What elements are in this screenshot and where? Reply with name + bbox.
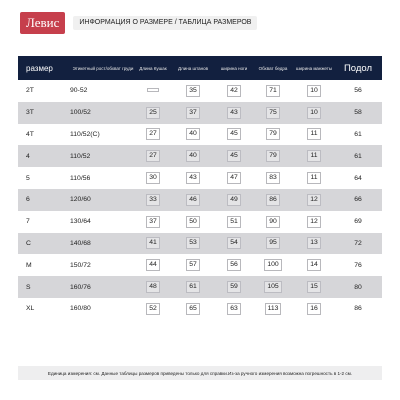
table-cell	[216, 107, 252, 119]
table-cell: 72	[354, 239, 362, 247]
table-cell	[170, 194, 216, 206]
header-belt-length: Длина Кушак	[139, 65, 167, 71]
table-row	[18, 276, 382, 298]
cell-value: 41	[146, 237, 160, 249]
table-cell: 7	[26, 218, 30, 226]
table-cell: 3T	[26, 109, 34, 117]
cell-value: 52	[146, 303, 160, 315]
cell-value: 100	[264, 259, 281, 271]
table-cell	[170, 259, 216, 271]
cell-value: 51	[227, 216, 241, 228]
table-cell	[294, 216, 334, 228]
table-cell	[136, 237, 170, 249]
cell-value: 45	[227, 150, 241, 162]
table-cell: C	[26, 239, 31, 247]
table-cell	[252, 85, 294, 97]
cell-value: 49	[227, 194, 241, 206]
footer-note: Единица измерения: см. Данные таблицы размеров приведены только для справки.Из-за ручного измерения возможна погрешность в 1-2 см.	[18, 366, 382, 380]
table-cell: 5	[26, 174, 30, 182]
table-cell	[216, 128, 252, 140]
table-cell: 2T	[26, 87, 34, 95]
table-cell: 80	[354, 283, 362, 291]
table-cell	[136, 128, 170, 140]
table-cell	[216, 216, 252, 228]
table-cell: 86	[354, 305, 362, 313]
cell-value: 86	[266, 194, 280, 206]
table-cell	[252, 216, 294, 228]
table-cell	[252, 237, 294, 249]
table-cell: 56	[354, 87, 362, 95]
header-pants-length: Длина штанов	[178, 65, 208, 71]
cell-value: 13	[307, 237, 321, 249]
cell-value: 113	[265, 303, 282, 315]
table-cell: 61	[354, 152, 362, 160]
cell-value: 37	[186, 107, 200, 119]
table-cell	[216, 150, 252, 162]
table-cell: 6	[26, 196, 30, 204]
table-cell	[252, 172, 294, 184]
cell-value: 40	[186, 128, 200, 140]
cell-value: 46	[186, 194, 200, 206]
cell-value: 50	[186, 216, 200, 228]
table-cell	[170, 128, 216, 140]
table-cell: 160/76	[70, 283, 91, 291]
table-cell	[252, 281, 294, 293]
cell-value: 27	[146, 150, 160, 162]
cell-value: 16	[307, 303, 321, 315]
table-cell	[216, 85, 252, 97]
cell-value: 48	[146, 281, 160, 293]
cell-value: 56	[227, 259, 241, 271]
cell-value: 59	[227, 281, 241, 293]
table-cell	[294, 303, 334, 315]
cell-value: 40	[186, 150, 200, 162]
header-size: размер	[26, 63, 53, 73]
cell-value: 11	[307, 172, 320, 184]
table-cell	[170, 85, 216, 97]
cell-value: 105	[264, 281, 281, 293]
table-cell: 100/52	[70, 109, 91, 117]
table-cell	[136, 172, 170, 184]
cell-value: 15	[307, 281, 321, 293]
table-row	[18, 124, 382, 146]
table-cell	[252, 259, 294, 271]
cell-value: 11	[307, 150, 320, 162]
table-cell: 110/52(C)	[70, 130, 100, 138]
table-cell: 140/68	[70, 239, 91, 247]
table-cell: 120/60	[70, 196, 91, 204]
cell-value	[147, 88, 159, 92]
header-leg-width: ширина ноги	[220, 65, 248, 71]
table-row	[18, 233, 382, 255]
cell-value: 10	[307, 107, 321, 119]
cell-value: 30	[146, 172, 160, 184]
cell-value: 45	[227, 128, 241, 140]
table-cell: S	[26, 283, 31, 291]
table-cell	[170, 107, 216, 119]
table-cell	[136, 281, 170, 293]
table-cell: 69	[354, 218, 362, 226]
table-cell	[252, 194, 294, 206]
cell-value: 35	[186, 85, 200, 97]
cell-value: 53	[186, 237, 200, 249]
table-row	[18, 167, 382, 189]
cell-value: 37	[146, 216, 160, 228]
table-cell: 90-52	[70, 87, 88, 95]
table-cell	[252, 107, 294, 119]
table-row	[18, 80, 382, 102]
header-cuff-width: ширина манжеты	[295, 65, 333, 71]
table-cell	[216, 259, 252, 271]
cell-value: 27	[146, 128, 160, 140]
cell-value: 12	[307, 194, 321, 206]
table-cell	[136, 107, 170, 119]
cell-value: 71	[266, 85, 280, 97]
header	[20, 12, 257, 34]
cell-value: 12	[307, 216, 321, 228]
cell-value: 54	[227, 237, 241, 249]
table-cell: 110/56	[70, 174, 91, 182]
cell-value: 43	[227, 107, 241, 119]
table-cell: 4T	[26, 130, 34, 138]
table-row	[18, 211, 382, 233]
cell-value: 95	[266, 237, 280, 249]
table-cell: 150/72	[70, 261, 91, 269]
table-row	[18, 254, 382, 276]
table-row	[18, 102, 382, 124]
header-height-chest: Этикетный рост/обхват груди	[72, 65, 134, 71]
cell-value: 83	[266, 172, 280, 184]
table-cell	[170, 281, 216, 293]
cell-value: 65	[186, 303, 200, 315]
table-cell: 64	[354, 174, 362, 182]
table-cell: XL	[26, 305, 35, 313]
table-cell	[294, 107, 334, 119]
table-cell: M	[26, 261, 32, 269]
table-cell	[170, 150, 216, 162]
cell-value: 11	[307, 128, 320, 140]
table-cell	[170, 216, 216, 228]
table-cell: 110/52	[70, 152, 91, 160]
table-cell: 61	[354, 130, 362, 138]
table-cell	[216, 237, 252, 249]
table-header	[18, 56, 382, 80]
cell-value: 44	[146, 259, 160, 271]
table-cell	[136, 194, 170, 206]
table-cell: 4	[26, 152, 30, 160]
table-cell: 58	[354, 109, 362, 117]
table-body	[18, 80, 382, 320]
page-title: ИНФОРМАЦИЯ О РАЗМЕРЕ / ТАБЛИЦА РАЗМЕРОВ	[73, 16, 257, 30]
cell-value: 79	[266, 150, 280, 162]
table-cell	[136, 150, 170, 162]
cell-value: 25	[146, 107, 160, 119]
table-cell	[294, 281, 334, 293]
table-cell	[136, 216, 170, 228]
cell-value: 14	[307, 259, 321, 271]
cell-value: 61	[186, 281, 200, 293]
size-table	[18, 56, 382, 320]
table-cell	[294, 85, 334, 97]
table-row	[18, 145, 382, 167]
table-cell: 160/80	[70, 305, 91, 313]
header-hem: Подол	[343, 62, 373, 74]
table-cell	[216, 172, 252, 184]
table-cell	[294, 194, 334, 206]
table-row	[18, 298, 382, 320]
cell-value: 79	[266, 128, 280, 140]
brand-logo: Левис	[20, 12, 65, 34]
cell-value: 10	[307, 85, 321, 97]
table-cell: 66	[354, 196, 362, 204]
table-cell	[136, 87, 170, 94]
table-cell	[252, 150, 294, 162]
table-cell	[252, 128, 294, 140]
table-cell	[216, 303, 252, 315]
header-hip: Обхват бедра	[258, 65, 288, 71]
table-cell	[294, 259, 334, 271]
table-cell	[136, 303, 170, 315]
cell-value: 57	[186, 259, 200, 271]
table-cell	[294, 172, 334, 184]
cell-value: 75	[266, 107, 280, 119]
cell-value: 63	[227, 303, 241, 315]
table-cell	[170, 237, 216, 249]
table-cell	[170, 303, 216, 315]
cell-value: 47	[227, 172, 241, 184]
cell-value: 33	[146, 194, 160, 206]
table-cell: 130/64	[70, 218, 91, 226]
table-cell	[252, 303, 294, 315]
table-cell	[136, 259, 170, 271]
cell-value: 90	[266, 216, 280, 228]
table-cell	[216, 194, 252, 206]
table-row	[18, 189, 382, 211]
cell-value: 42	[227, 85, 241, 97]
table-cell	[216, 281, 252, 293]
cell-value: 43	[186, 172, 200, 184]
table-cell	[170, 172, 216, 184]
table-cell	[294, 150, 334, 162]
table-cell	[294, 128, 334, 140]
table-cell	[294, 237, 334, 249]
table-cell: 76	[354, 261, 362, 269]
